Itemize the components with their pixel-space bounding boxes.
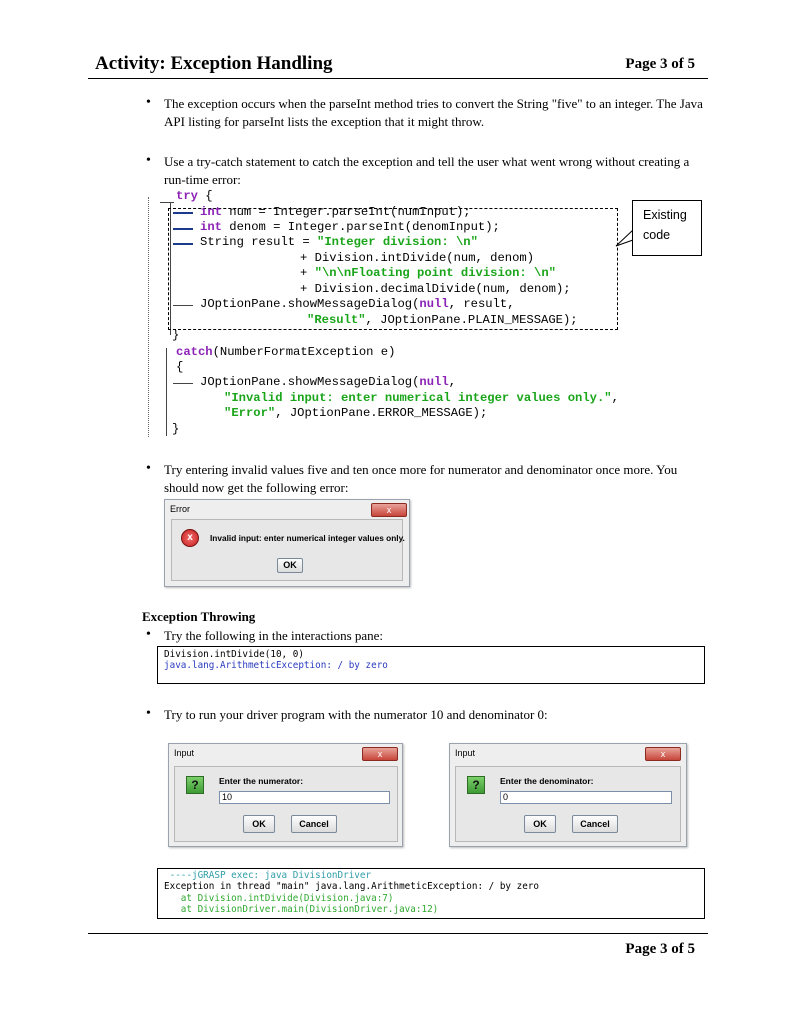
denominator-input-dialog: [449, 743, 687, 847]
bullet-dot: •: [146, 706, 151, 721]
dialog-body: [174, 766, 398, 842]
page-title: Activity: Exception Handling: [95, 53, 333, 74]
ok-button[interactable]: OK: [277, 558, 303, 573]
guide-line: [166, 348, 168, 436]
section-heading: Exception Throwing: [142, 609, 256, 624]
prompt-label: Enter the denominator:: [500, 776, 594, 786]
question-icon: ?: [467, 776, 485, 794]
error-dialog: [164, 499, 410, 587]
interactions-pane: Division.intDivide(10, 0) java.lang.ArithmeticException: / by zero: [157, 646, 705, 684]
bullet-dot: •: [146, 461, 151, 476]
close-button[interactable]: x: [362, 747, 398, 761]
prompt-label: Enter the numerator:: [219, 776, 304, 786]
dialog-body: [455, 766, 681, 842]
error-message: Invalid input: enter numerical integer values only.: [210, 533, 405, 543]
cancel-button[interactable]: Cancel: [572, 815, 618, 833]
bullet-5-text: Try to run your driver program with the numerator 10 and denominator 0:: [164, 707, 548, 722]
existing-code-callout: Existing code: [632, 200, 702, 256]
bullet-dot: •: [146, 95, 151, 110]
bullet-2-text: Use a try-catch statement to catch the exception and tell the user what went wrong without creating a run-time error:: [164, 154, 690, 187]
bullet-dot: •: [146, 627, 151, 642]
close-button[interactable]: x: [645, 747, 681, 761]
dialog-body: [171, 519, 403, 581]
run-output-pane: ----jGRASP exec: java DivisionDriver Exception in thread "main" java.lang.ArithmeticException: / by zero at Division.intDivide(Division.java:7) at DivisionDriver.main(DivisionDriver.java:12): [157, 868, 705, 919]
denominator-input[interactable]: [500, 791, 672, 804]
keyword-catch: catch: [176, 345, 213, 359]
ok-button[interactable]: OK: [524, 815, 556, 833]
dialog-title: Input: [174, 748, 195, 758]
close-button[interactable]: x: [371, 503, 407, 517]
guide-line: [148, 197, 150, 437]
cancel-button[interactable]: Cancel: [291, 815, 337, 833]
bullet-dot: •: [146, 153, 151, 168]
page-number-header: Page 3 of 5: [625, 56, 695, 72]
dialog-title: Input: [455, 748, 476, 758]
footer-rule: [88, 933, 708, 934]
error-icon: x: [181, 529, 199, 547]
numerator-input[interactable]: [219, 791, 390, 804]
bullet-3-text: Try entering invalid values five and ten once more for numerator and denominator once more. You should now get the following error:: [164, 462, 678, 495]
bullet-4-text: Try the following in the interactions pane:: [164, 628, 384, 643]
page-number-footer: Page 3 of 5: [625, 941, 695, 957]
question-icon: ?: [186, 776, 204, 794]
arrow-marker: [173, 383, 193, 384]
numerator-input-dialog: [168, 743, 403, 847]
bullet-1-text: The exception occurs when the parseInt method tries to convert the String "five" to an integer. The Java API listing for parseInt lists the exception that it might throw.: [164, 96, 703, 129]
ok-button[interactable]: OK: [243, 815, 275, 833]
dialog-title: Error: [170, 504, 190, 514]
keyword-try: try: [176, 189, 198, 203]
header-rule: [88, 78, 708, 79]
